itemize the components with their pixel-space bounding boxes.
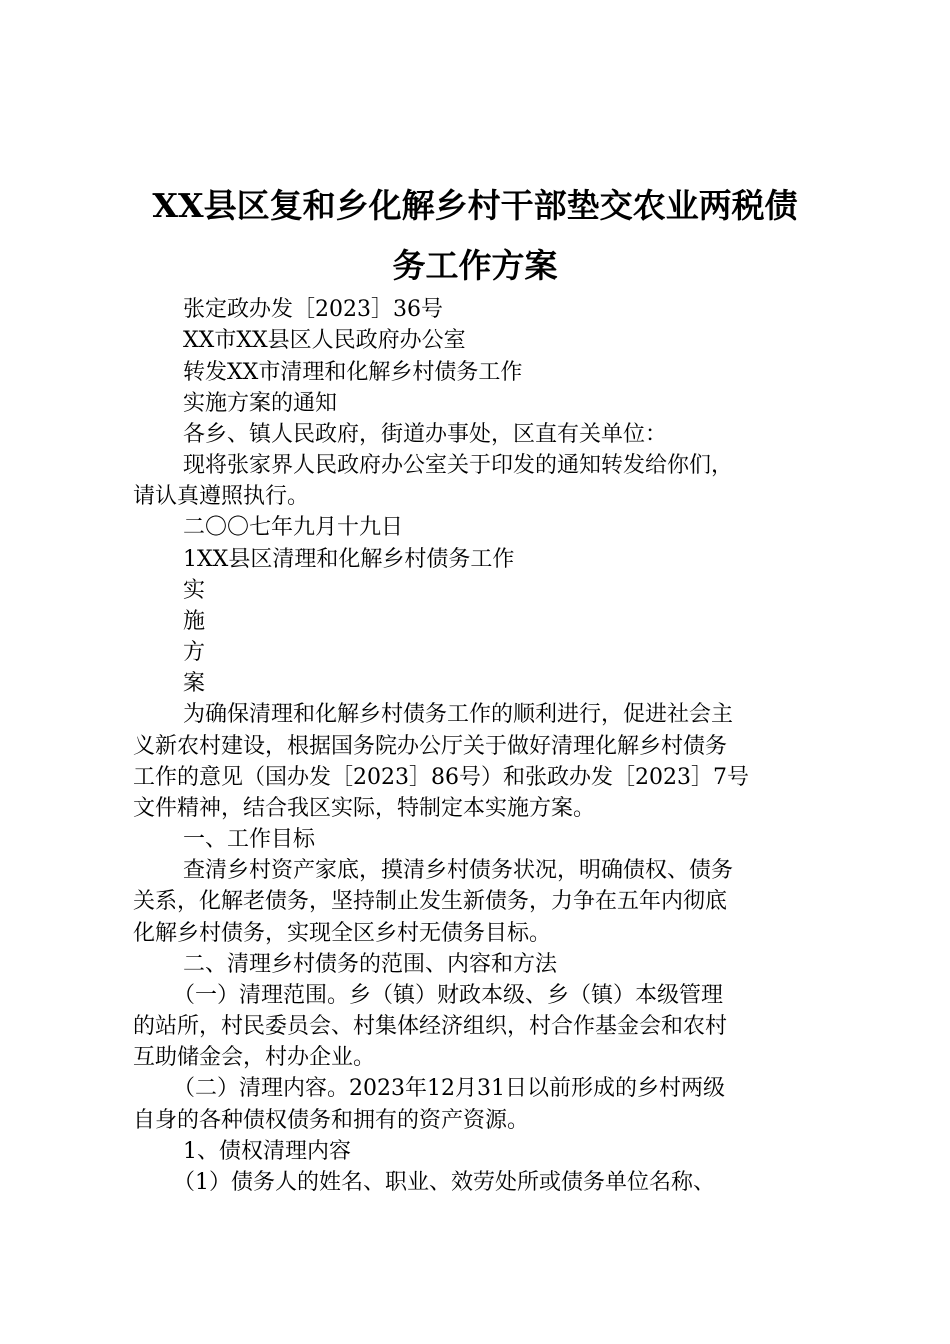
section-heading: 一、工作目标: [183, 827, 316, 852]
document-title-line-1: XX县区复和乡化解乡村干部垫交农业两税债: [152, 186, 798, 225]
body-line: 义新农村建设，根据国务院办公厅关于做好清理化解乡村债务: [133, 734, 728, 759]
body-line: 为确保清理和化解乡村债务工作的顺利进行，促进社会主: [183, 702, 734, 727]
body-line: 互助储金会，村办企业。: [133, 1045, 376, 1070]
body-line: 查清乡村资产家底，摸清乡村债务状况，明确债权、债务: [183, 858, 734, 883]
document-title-line-2: 务工作方案: [392, 246, 558, 285]
body-line: 现将张家界人民政府办公室关于印发的通知转发给你们，: [183, 453, 734, 478]
body-line: （二）清理内容。2023年12月31日以前形成的乡村两级: [173, 1076, 725, 1101]
attachment-title: 1XX县区清理和化解乡村债务工作: [183, 547, 515, 572]
body-line: 自身的各种债权债务和拥有的资产资源。: [133, 1108, 530, 1133]
recipients: 各乡、镇人民政府，街道办事处，区直有关单位：: [183, 422, 668, 447]
vertical-char: 实: [183, 578, 206, 603]
body-line: 化解乡村债务，实现全区乡村无债务目标。: [133, 921, 552, 946]
vertical-char: 方: [183, 640, 206, 665]
body-line: 的站所，村民委员会、村集体经济组织，村合作基金会和农村: [133, 1014, 728, 1039]
notice-subject-2: 实施方案的通知: [183, 391, 338, 416]
vertical-char: 案: [183, 671, 206, 696]
notice-subject-1: 转发XX市清理和化解乡村债务工作: [183, 360, 523, 385]
body-line: 请认真遵照执行。: [133, 484, 310, 509]
vertical-char: 施: [183, 609, 206, 634]
date-line: 二〇〇七年九月十九日: [183, 515, 404, 540]
section-heading: 二、清理乡村债务的范围、内容和方法: [183, 952, 558, 977]
issuer: XX市XX县区人民政府办公室: [183, 328, 466, 353]
body-line: 关系，化解老债务，坚持制止发生新债务，力争在五年内彻底: [133, 889, 728, 914]
body-line: 文件精神，结合我区实际，特制定本实施方案。: [133, 796, 596, 821]
body-line: （一）清理范围。乡（镇）财政本级、乡（镇）本级管理: [173, 983, 724, 1008]
doc-number: 张定政办发［2023］36号: [183, 297, 443, 322]
body-line: 工作的意见（国办发［2023］86号）和张政办发［2023］7号: [133, 765, 749, 790]
subsection-heading: 1、债权清理内容: [183, 1139, 351, 1164]
body-line: （1）债务人的姓名、职业、效劳处所或债务单位名称、: [173, 1170, 715, 1195]
